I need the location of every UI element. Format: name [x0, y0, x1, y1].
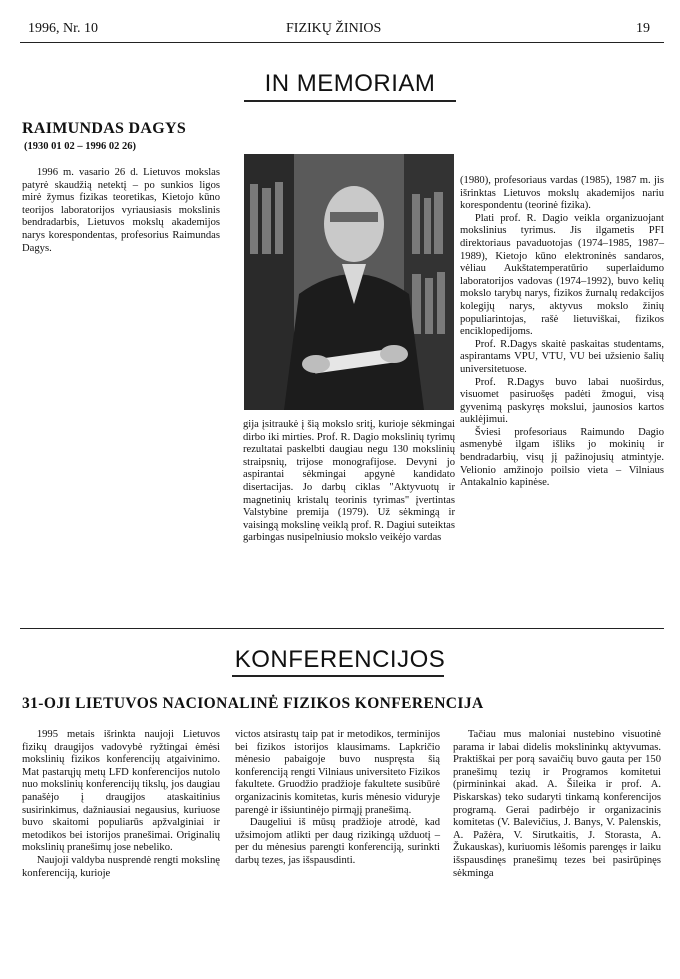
obituary-name: RAIMUNDAS DAGYS [22, 120, 187, 137]
conference-column-3 [453, 729, 661, 880]
portrait-illustration [244, 154, 454, 410]
paragraph: victos atsirastų taip pat ir metodikos, terminijos bei fizikos istorijos klausimams. Lapkričio mėnesio pabaigoje buvo nuspręsta šią konferenciją rengti Vilniaus universiteto Fizikos fakultete. Gruodžio pradžioje fakultete susibūrė organizacinis komitetas, kuris mėnesio viduryje parengė ir išsiuntinėjo pirmąjį pranešimą. [235, 729, 440, 816]
conference-column-2 [235, 729, 440, 868]
paragraph: Šviesi profesoriaus Raimundo Dagio asmenybė ilgam išliks jo mokinių ir bendradarbių, visų jį pažinojusių atmintyje. Velionio amžinojo poilsio vieta – Vilniaus Antakalnio kapinėse. [460, 426, 664, 489]
paragraph: Prof. R.Dagys skaitė paskaitas studentams, aspirantams VPU, VTU, VU bei užsienio šalių universitetuose. [460, 338, 664, 375]
page-number: 19 [636, 21, 650, 36]
paragraph: Prof. R.Dagys buvo labai nuoširdus, visuomet pasiruošęs padėti žmogui, visą gyvenimą paskyręs mokslui, jaunosios kartos auklėjimui. [460, 376, 664, 426]
memoriam-column-2 [243, 419, 455, 545]
section-title-memoriam: IN MEMORIAM [264, 70, 436, 97]
section-rule-memoriam [244, 100, 456, 102]
paragraph: (1980), profesoriaus vardas (1985), 1987 m. jis išrinktas Lietuvos mokslų akademijos nariu korespondentu (teorinė fizika). [460, 175, 664, 212]
paragraph: 1995 metais išrinkta naujoji Lietuvos fizikų draugijos vadovybė ryžtingai ėmėsi mokslinių fizikos konferencijų atgaivinimo. Mat pastarųjų metų LFD konferencijos nutolo nuo mokslinių konferencijų tikslų, jos daugiau panašėjo į draugijos ataskaitinius susirinkimus, dažniausiai negausius, kuriuose buvo skaitomi populiarūs apžvalginiai ir metodikos bei istorijos pranešimai. Originalių mokslinių pranešimų jose nebeliko. [22, 729, 220, 854]
paragraph: gija įsitraukė į šią mokslo sritį, kurioje sėkmingai dirbo iki mirties. Prof. R. Dagio mokslinių tyrimų rezultatai paskelbti daugiau negu 130 mokslinių straipsnių, trijose monografijose. Devyni jo aspirantai sėkmingai apgynė kandidato disertacijas. Jo darbų ciklas "Aktyvuotų ir magnetinių kristalų teorinis tyrimas" įvertintas Valstybine premija (1979). Už sėkmingą ir vaisingą mokslinę veiklą prof. R. Dagiui suteiktas garbingas nusipelniusio mokslo veikėjo vardas [243, 419, 455, 544]
issue-label: 1996, Nr. 10 [28, 21, 98, 36]
memoriam-column-1 [22, 167, 220, 255]
section-title-conferences: KONFERENCIJOS [234, 646, 446, 673]
paragraph: Plati prof. R. Dagio veikla organizuojant mokslinius tyrimus. Jis ilgametis PFI direktoriaus pavaduotojas (1974–1985, 1987–1989), Kietojo kūno elektroninės sandaros, vėliau Aukštatemperatūrio superlaidumo laboratorijos vadovas (1974–1992), buvo kelių mokslo tarybų narys, fizikos žurnalų redakcijos kolegijų narys, aktyvus mokslo žinių populiarintojas, rašė lietuviškai, fizikos enciklopedijoms. [460, 212, 664, 338]
memoriam-column-3 [460, 175, 664, 490]
section-rule-conferences [232, 675, 444, 677]
header-rule [20, 42, 664, 43]
portrait-photo [244, 154, 454, 410]
paragraph: Tačiau mus maloniai nustebino visuotinė parama ir labai didelis mokslininkų aktyvumas. Praktiškai per porą savaičių buvo gauta per 150 pranešimų tezių ir Programos komitetui (pirmininkai akad. A. Šileika ir prof. A. Piskarskas) teko sudaryti tinkamą konferencijos programą. Gerai padirbėjo ir organizacinis komitetas (V. Balevičius, J. Banys, V. Palenskis, A. Pažėra, V. Sirutkaitis, J. Storasta, A. Žukauskas), kuriuomis lėšomis parengęs ir laiku išspausdinęs pranešimų tezes bei pasirūpinęs sėkminga [453, 729, 661, 879]
obituary-dates: (1930 01 02 – 1996 02 26) [24, 141, 136, 152]
paragraph: 1996 m. vasario 26 d. Lietuvos mokslas patyrė skaudžią netektį – po sunkios ligos mirė žymus fizikas teoretikas, Kietojo kūno teorijos laboratorijos vyriausiasis mokslinis bendradarbis, Lietuvos mokslų akademijos narys korespondentas, profesorius Raimundas Dagys. [22, 167, 220, 254]
conference-headline: 31-OJI LIETUVOS NACIONALINĖ FIZIKOS KONFERENCIJA [22, 695, 484, 712]
journal-title: FIZIKŲ ŽINIOS [286, 21, 382, 36]
paragraph: Daugeliui iš mūsų pradžioje atrodė, kad užsimojom atlikti per daug rizikingą užduotį – per du mėnesius parengti konferenciją, surinkti darbų tezes, jas išspausdinti. [235, 817, 440, 866]
section-separator [20, 628, 664, 629]
paragraph: Naujoji valdyba nusprendė rengti mokslinę konferenciją, kurioje [22, 854, 220, 879]
conference-column-1 [22, 729, 220, 880]
